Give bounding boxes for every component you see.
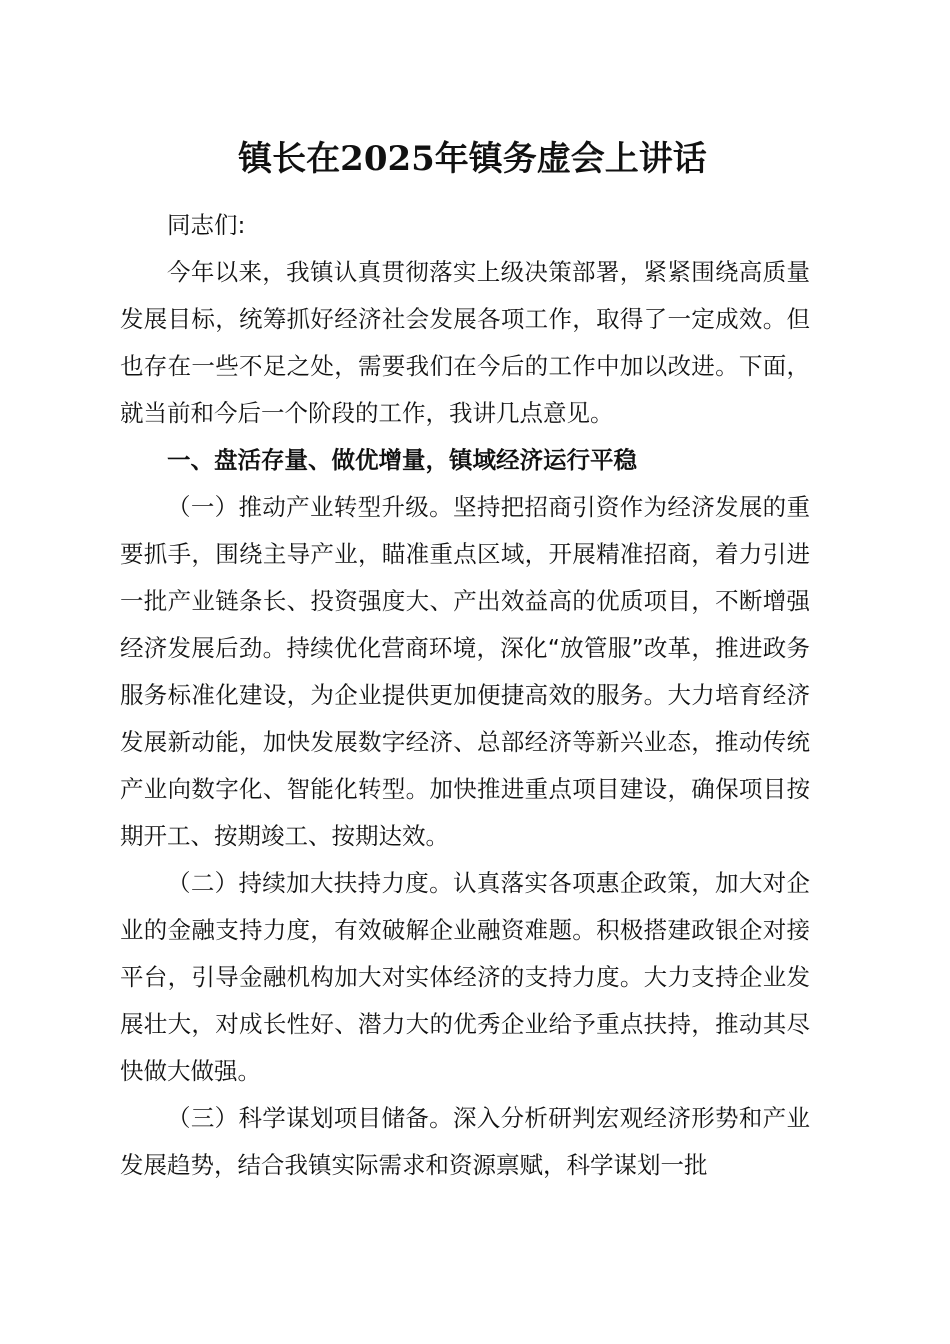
section-heading: 一、盘活存量、做优增量，镇域经济运行平稳	[167, 446, 637, 474]
intro-paragraph: 今年以来，我镇认真贯彻落实上级决策部署，紧紧围绕高质量发展目标，统筹抓好经济社会发展各项工作，取得了一定成效。但也存在一些不足之处，需要我们在今后的工作中加以改进。下面，就当前和今后一个阶段的工作，我讲几点意见。	[120, 258, 810, 427]
item-paragraph	[120, 1095, 810, 1189]
document-body	[120, 202, 810, 1189]
item-paragraph	[120, 484, 810, 860]
item-lead: （一）推动产业转型升级。	[167, 493, 453, 521]
item-text: 坚持把招商引资作为经济发展的重要抓手，围绕主导产业，瞄准重点区域，开展精准招商，着力引进一批产业链条长、投资强度大、产出效益高的优质项目，不断增强经济发展后劲。持续优化营商环境，深化“放管服”改革，推进政务服务标准化建设，为企业提供更加便捷高效的服务。大力培育经济发展新动能，加快发展数字经济、总部经济等新兴业态，推动传统产业向数字化、智能化转型。加快推进重点项目建设，确保项目按期开工、按期竣工、按期达效。	[120, 493, 811, 850]
salutation: 同志们:	[167, 211, 246, 239]
item-paragraph	[120, 860, 810, 1095]
document-title: 镇长在2025年镇务虚会上讲话	[238, 139, 707, 179]
item-lead: （三）科学谋划项目储备。	[167, 1104, 453, 1132]
item-text: 认真落实各项惠企政策，加大对企业的金融支持力度，有效破解企业融资难题。积极搭建政银企对接平台，引导金融机构加大对实体经济的支持力度。大力支持企业发展壮大，对成长性好、潜力大的优秀企业给予重点扶持，推动其尽快做大做强。	[120, 869, 811, 1085]
item-text: 深入分析研判宏观经济形势和产业发展趋势，结合我镇实际需求和资源禀赋，科学谋划一批	[120, 1104, 811, 1179]
item-lead: （二）持续加大扶持力度。	[167, 869, 453, 897]
